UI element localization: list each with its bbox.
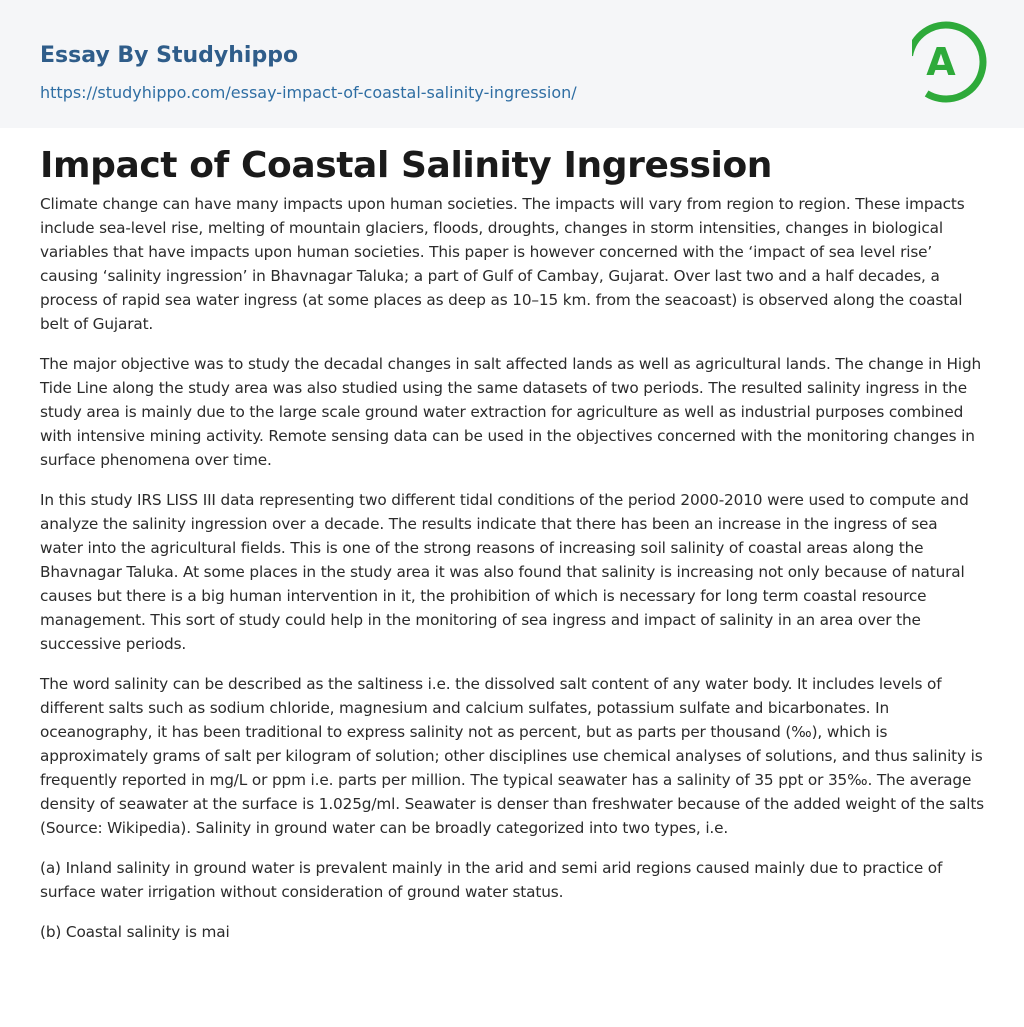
- essay-paragraph-2: The major objective was to study the decadal changes in salt affected lands as well as agricultural lands. The change in High Tide Line along the study area was also studied using the same datasets of two periods. The resulted salinity ingress in the study area is mainly due to the large scale ground water extraction for agriculture as well as industrial purposes combined with intensive mining activity. Remote sensing data can be used in the objectives concerned with the monitoring changes in surface phenomena over time.: [40, 355, 982, 469]
- essay-url-link[interactable]: https://studyhippo.com/essay-impact-of-coastal-salinity-ingression/: [40, 83, 577, 102]
- site-title-link[interactable]: Essay By Studyhippo: [40, 43, 299, 68]
- studyhippo-logo-icon[interactable]: [912, 18, 988, 108]
- essay-paragraph-5: (a) Inland salinity in ground water is prevalent mainly in the arid and semi arid regions caused mainly due to practice of surface water irrigation without consideration of ground water status.: [40, 859, 943, 901]
- essay-paragraph-4: The word salinity can be described as the saltiness i.e. the dissolved salt content of any water body. It includes levels of different salts such as sodium chloride, magnesium and calcium sulfates, potassium sulfate and bicarbonates. In oceanography, it has been traditional to express salinity not as percent, but as parts per thousand (‰), which is approximately grams of salt per kilogram of solution; other disciplines use chemical analyses of solutions, and thus salinity is frequently reported in mg/L or ppm i.e. parts per million. The typical seawater has a salinity of 35 ppt or 35‰. The average density of seawater at the surface is 1.025g/ml. Seawater is denser than freshwater because of the added weight of the salts (Source: Wikipedia). Salinity in ground water can be broadly categorized into two types, i.e.: [40, 675, 984, 837]
- essay-paragraph-1: Climate change can have many impacts upon human societies. The impacts will vary from region to region. These impacts include sea-level rise, melting of mountain glaciers, floods, droughts, changes in storm intensities, changes in biological variables that have impacts upon human societies. This paper is however concerned with the ‘impact of sea level rise’ causing ‘salinity ingression’ in Bhavnagar Taluka; a part of Gulf of Cambay, Gujarat. Over last two and a half decades, a process of rapid sea water ingress (at some places as deep as 10–15 km. from the seacoast) is observed along the coastal belt of Gujarat.: [40, 195, 965, 333]
- essay-paragraph-3: In this study IRS LISS III data representing two different tidal conditions of the period 2000-2010 were used to compute and analyze the salinity ingression over a decade. The results indicate that there has been an increase in the ingress of sea water into the agricultural fields. This is one of the strong reasons of increasing soil salinity of coastal areas along the Bhavnagar Taluka. At some places in the study area it was also found that salinity is increasing not only because of natural causes but there is a big human intervention in it, the prohibition of which is necessary for long term coastal resource management. This sort of study could help in the monitoring of sea ingress and impact of salinity in an area over the successive periods.: [40, 491, 969, 653]
- essay-paragraph-6: (b) Coastal salinity is mai: [40, 923, 230, 941]
- logo-letter: A: [926, 40, 956, 84]
- site-header: [0, 0, 1024, 128]
- essay-title: Impact of Coastal Salinity Ingression: [40, 145, 773, 186]
- essay-content: [0, 128, 1024, 944]
